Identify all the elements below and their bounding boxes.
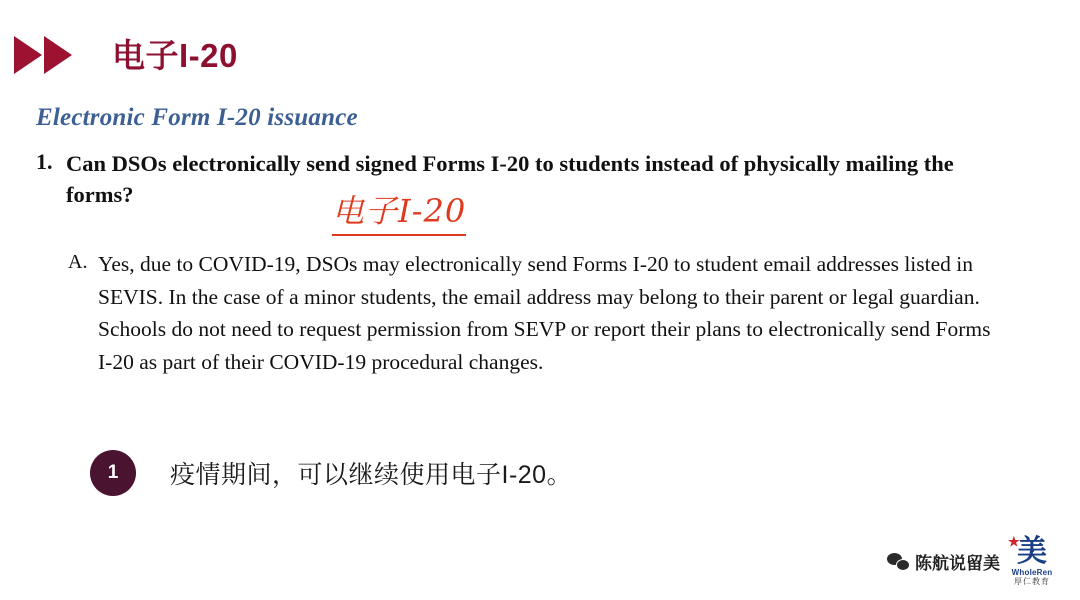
note-badge: 1 bbox=[90, 450, 136, 496]
wechat-name: 陈航说留美 bbox=[915, 554, 1000, 573]
double-triangle-icon bbox=[14, 36, 72, 74]
question-block bbox=[36, 148, 1036, 230]
question-number: 1. bbox=[36, 149, 53, 174]
answer-letter: A. bbox=[68, 251, 88, 274]
question-text: Can DSOs electronically send signed Forms I-20 to students instead of physically mailing the forms? bbox=[66, 151, 954, 208]
logo-en-text: WholeRen bbox=[1011, 568, 1053, 577]
wechat-handle bbox=[887, 549, 1000, 586]
brand-logo bbox=[1006, 534, 1058, 586]
document-heading: Electronic Form I-20 issuance bbox=[36, 104, 358, 131]
page-title: 电子I-20 bbox=[112, 37, 238, 74]
document-body bbox=[36, 104, 1036, 379]
slide-header bbox=[0, 18, 1080, 88]
logo-mark-char bbox=[1008, 534, 1047, 568]
answer-text: Yes, due to COVID-19, DSOs may electronically send Forms I-20 to student email addresses listed in SEVIS. In the case of a minor students, the email address may belong to their parent or legal guardian. Schools do not need to request permission from SEVP or report their plans to electronically send Forms I-20 as part of their COVID-19 procedural changes. bbox=[98, 252, 991, 375]
wechat-icon bbox=[887, 553, 909, 571]
logo-cn-text: 厚仁教育 bbox=[1014, 577, 1050, 586]
handwritten-annotation: 电子I-20 bbox=[332, 186, 466, 236]
star-icon: ★ bbox=[1008, 534, 1020, 549]
note-text: 疫情期间，可以继续使用电子I-20。 bbox=[170, 461, 573, 489]
answer-block bbox=[68, 248, 1036, 379]
logo-mark-text: 美 bbox=[1017, 535, 1047, 568]
watermark bbox=[887, 534, 1058, 586]
note-row bbox=[90, 450, 572, 496]
